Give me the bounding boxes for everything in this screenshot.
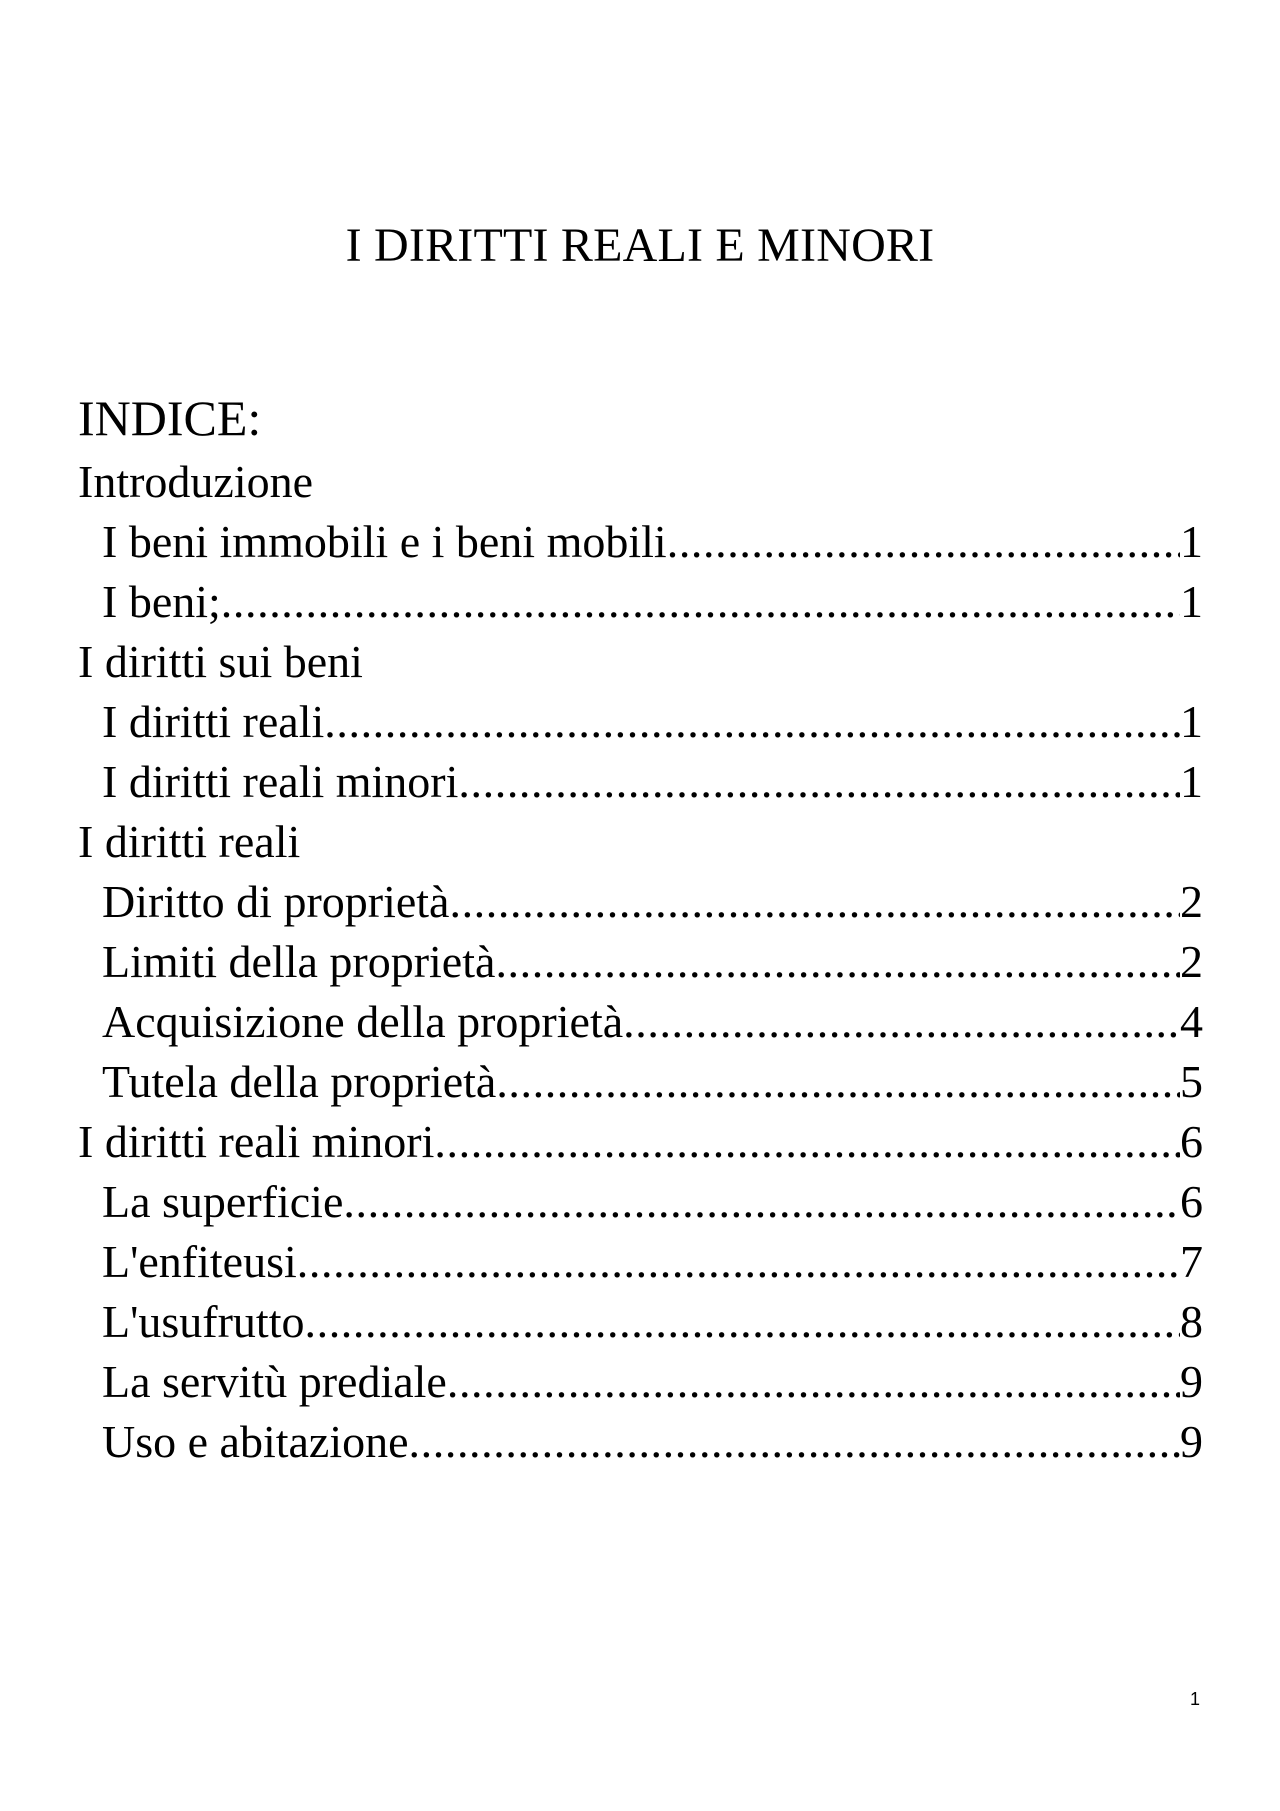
toc-page-number: 9 <box>1180 1416 1203 1467</box>
toc-page-number: 6 <box>1180 1116 1203 1167</box>
toc-entry-label: Acquisizione della proprietà <box>102 996 624 1047</box>
toc-leader-dots <box>449 872 1180 932</box>
toc-page-number: 5 <box>1180 1056 1203 1107</box>
toc-leader-dots <box>495 932 1180 992</box>
toc-page-number: 2 <box>1180 936 1203 987</box>
toc-entry-label: L'usufrutto <box>102 1296 305 1347</box>
toc-entry <box>78 1112 1203 1172</box>
toc-leader-dots <box>458 752 1180 812</box>
toc-leader-dots <box>409 1412 1180 1472</box>
toc-leader-dots <box>667 512 1180 572</box>
toc-entry-label: L'enfiteusi <box>102 1236 297 1287</box>
toc-entry <box>78 932 1203 992</box>
toc-entry-label: Limiti della proprietà <box>102 936 496 987</box>
document-title: I DIRITTI REALI E MINORI <box>345 219 935 272</box>
toc-entry <box>78 992 1203 1052</box>
toc-entry-label: Diritto di proprietà <box>102 876 450 927</box>
toc-leader-dots <box>447 1352 1180 1412</box>
toc-entry-label: I beni immobili e i beni mobili <box>102 516 667 567</box>
toc-entry <box>78 512 1203 572</box>
toc-leader-dots <box>324 692 1180 752</box>
toc-entry-label: I diritti sui beni <box>78 636 363 687</box>
toc-entry-label: I diritti reali minori <box>102 756 459 807</box>
toc-entry-label: I beni; <box>102 576 221 627</box>
toc-section-heading <box>78 452 1203 512</box>
toc-entry-label: La superficie <box>102 1176 344 1227</box>
toc-entry <box>78 752 1203 812</box>
toc-entry-label: I diritti reali <box>102 696 325 747</box>
index-heading: INDICE: <box>78 390 262 446</box>
toc-leader-dots <box>434 1112 1180 1172</box>
toc-page-number: 1 <box>1180 756 1203 807</box>
toc-entry <box>78 872 1203 932</box>
toc-entry-label: Introduzione <box>78 456 314 507</box>
toc-page-number: 7 <box>1180 1236 1203 1287</box>
toc-entry <box>78 1292 1203 1352</box>
toc-page-number: 1 <box>1180 696 1203 747</box>
toc-page-number: 1 <box>1180 576 1203 627</box>
page-number: 1 <box>1190 1689 1201 1709</box>
toc-leader-dots <box>297 1232 1180 1292</box>
table-of-contents <box>78 452 1203 1472</box>
toc-leader-dots <box>305 1292 1181 1352</box>
toc-page-number: 4 <box>1180 996 1203 1047</box>
toc-entry <box>78 1172 1203 1232</box>
toc-leader-dots <box>623 992 1180 1052</box>
toc-entry <box>78 1052 1203 1112</box>
toc-entry <box>78 1232 1203 1292</box>
toc-page-number: 9 <box>1180 1356 1203 1407</box>
toc-section-heading <box>78 812 1203 872</box>
toc-leader-dots <box>343 1172 1180 1232</box>
toc-entry <box>78 692 1203 752</box>
toc-entry-label: Uso e abitazione <box>102 1416 409 1467</box>
toc-entry-label: I diritti reali <box>78 816 301 867</box>
toc-page-number: 2 <box>1180 876 1203 927</box>
toc-entry <box>78 1412 1203 1472</box>
toc-leader-dots <box>221 572 1180 632</box>
toc-page-number: 6 <box>1180 1176 1203 1227</box>
toc-entry-label: Tutela della proprietà <box>102 1056 497 1107</box>
toc-page-number: 1 <box>1180 516 1203 567</box>
toc-entry <box>78 1352 1203 1412</box>
toc-entry-label: La servitù prediale <box>102 1356 447 1407</box>
toc-entry-label: I diritti reali minori <box>78 1116 435 1167</box>
toc-entry <box>78 572 1203 632</box>
toc-section-heading <box>78 632 1203 692</box>
toc-leader-dots <box>496 1052 1180 1112</box>
toc-page-number: 8 <box>1180 1296 1203 1347</box>
